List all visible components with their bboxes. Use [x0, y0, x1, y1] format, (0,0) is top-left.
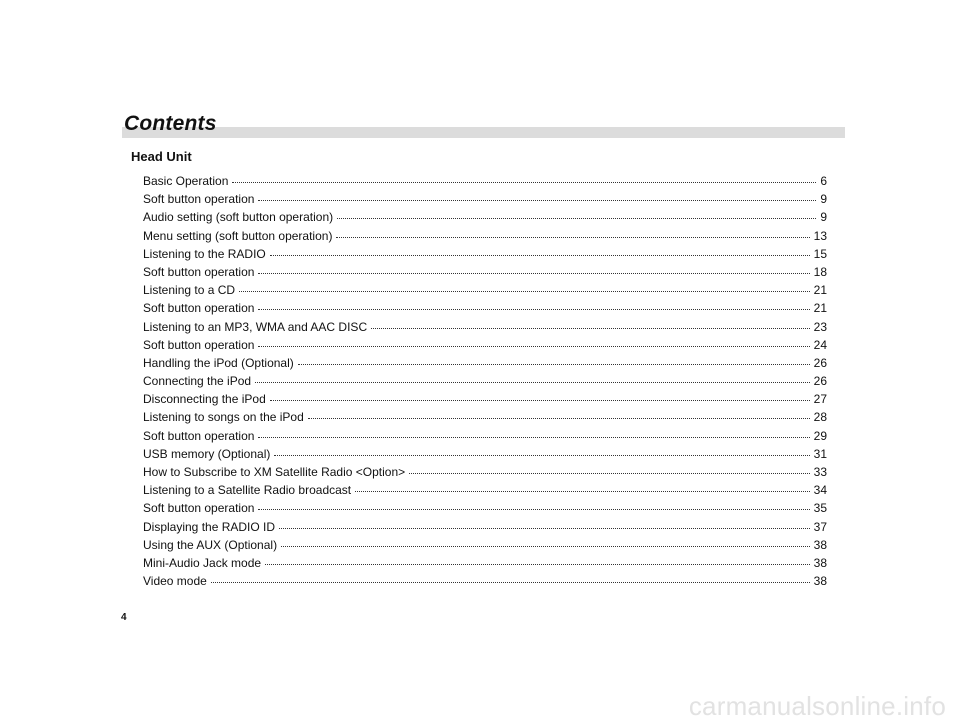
- toc-entry-page: 35: [813, 501, 827, 516]
- dot-leader: [255, 370, 810, 383]
- toc-entry-page: 21: [813, 301, 827, 316]
- dot-leader: [371, 316, 810, 329]
- toc-entry-label: Menu setting (soft button operation): [143, 228, 333, 243]
- toc-entry-page: 38: [813, 555, 827, 570]
- dot-leader: [336, 225, 809, 238]
- toc-entry-label: Listening to a Satellite Radio broadcast: [143, 483, 352, 498]
- toc-entry-label: Using the AUX (Optional): [143, 537, 278, 552]
- toc-entry-page: 27: [813, 392, 827, 407]
- toc-entry-page: 26: [813, 374, 827, 389]
- toc-entry-label: Handling the iPod (Optional): [143, 355, 294, 370]
- toc-entry-label: How to Subscribe to XM Satellite Radio <Option>: [143, 465, 406, 479]
- toc-entry-label: Disconnecting the iPod: [143, 392, 266, 407]
- toc-entry-label: Listening to a CD: [143, 283, 236, 298]
- toc-entry-label: Listening to an MP3, WMA and AAC DISC: [143, 319, 368, 334]
- toc-entry-label: Soft button operation: [143, 301, 255, 316]
- dot-leader: [270, 388, 810, 401]
- dot-leader: [270, 243, 810, 256]
- toc-entry-label: Video mode: [143, 574, 207, 589]
- dot-leader: [279, 516, 810, 529]
- page-title: Contents: [124, 112, 217, 135]
- dot-leader: [258, 297, 809, 310]
- toc-entry-label: Soft button operation: [143, 192, 255, 207]
- toc-entry-page: 28: [813, 410, 827, 425]
- toc-entry-page: 38: [813, 537, 827, 552]
- toc-entry-label: Mini-Audio Jack mode: [143, 555, 262, 570]
- toc-entry-page: 29: [813, 428, 827, 443]
- dot-leader: [409, 461, 810, 474]
- toc-entry-page: 26: [813, 355, 827, 370]
- toc-entry-page: 31: [813, 446, 827, 461]
- toc-entry-page: 23: [813, 319, 827, 334]
- dot-leader: [355, 479, 810, 492]
- toc-entry-label: Connecting the iPod: [143, 374, 252, 389]
- dot-leader: [258, 188, 816, 201]
- toc-entry-page: 9: [820, 210, 827, 225]
- toc-entry-label: USB memory (Optional): [143, 446, 271, 461]
- toc-entry-label: Listening to the RADIO: [143, 246, 266, 261]
- dot-leader: [298, 352, 810, 365]
- toc-entry-label: Soft button operation: [143, 337, 255, 352]
- toc-entry-page: 18: [813, 264, 827, 279]
- dot-leader: [258, 497, 809, 510]
- toc-entry-label: Audio setting (soft button operation): [143, 210, 334, 225]
- dot-leader: [308, 406, 810, 419]
- toc-entry-page: 21: [813, 283, 827, 298]
- dot-leader: [211, 570, 810, 583]
- dot-leader: [337, 206, 816, 219]
- dot-leader: [232, 170, 816, 183]
- dot-leader: [258, 334, 809, 347]
- toc-entry-page: 15: [813, 246, 827, 261]
- toc-entry-page: 33: [813, 465, 827, 479]
- title-band: [122, 127, 845, 138]
- toc-entry-page: 13: [813, 228, 827, 243]
- toc-entry-page: 6: [820, 174, 827, 188]
- page-number: 4: [121, 612, 127, 623]
- toc-entry-page: 37: [813, 519, 827, 534]
- toc-entry-label: Basic Operation: [143, 174, 229, 188]
- toc-entry-label: Soft button operation: [143, 428, 255, 443]
- section-heading: Head Unit: [131, 149, 192, 164]
- toc-entry-label: Soft button operation: [143, 501, 255, 516]
- toc-entry-label: Soft button operation: [143, 264, 255, 279]
- toc-entry-page: 24: [813, 337, 827, 352]
- toc-entry-label: Listening to songs on the iPod: [143, 410, 304, 425]
- toc-entry[interactable]: [143, 572, 827, 590]
- dot-leader: [258, 261, 809, 274]
- dot-leader: [265, 552, 810, 565]
- toc-entry-page: 38: [813, 574, 827, 589]
- table-of-contents: [143, 172, 827, 590]
- watermark-text: carmanualsonline.info: [688, 691, 946, 721]
- dot-leader: [239, 279, 810, 292]
- dot-leader: [258, 425, 809, 438]
- toc-entry-label: Displaying the RADIO ID: [143, 519, 276, 534]
- dot-leader: [274, 443, 809, 456]
- toc-entry-page: 34: [813, 483, 827, 498]
- dot-leader: [281, 534, 810, 547]
- toc-entry-page: 9: [820, 192, 827, 207]
